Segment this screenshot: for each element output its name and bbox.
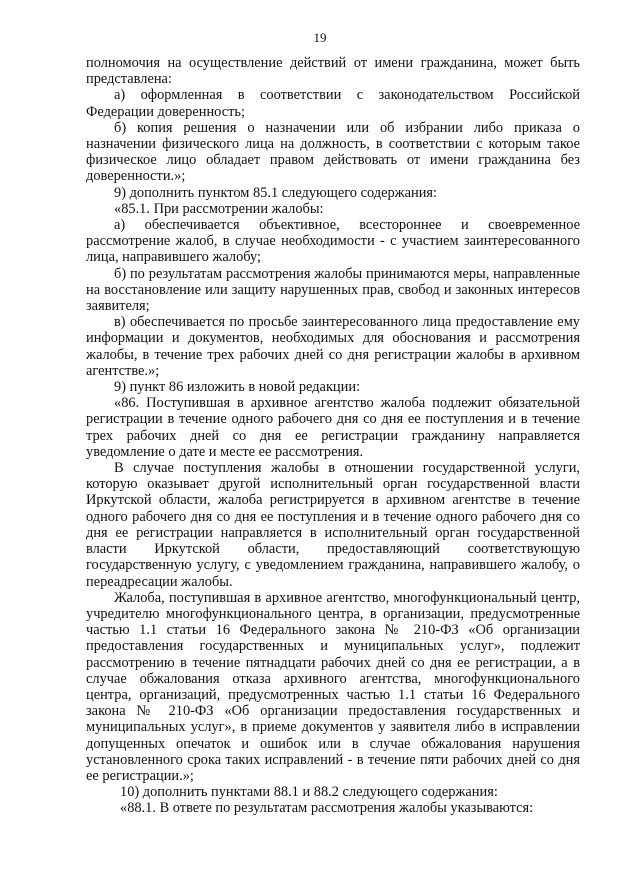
paragraph-86-review-period: Жалоба, поступившая в архивное агентство, многофункциональный центр, учредителю многофункционального центра, в организации, предусмотренные частью 1.1 статьи 16 Федерального закона № 210-ФЗ «Об организации предоставления государственных и муниципальных услуг», подлежит рассмотрению в течение пятнадцати рабочих дней со дня ее регистрации, а в случае обжалования отказа архивного агентства, многофункционального центра, организаций, предусмотренных частью 1.1 статьи 16 Федерального закона № 210-ФЗ «Об организации предоставления государственных и муниципальных услуг», в приеме документов у заявителя либо в исправлении допущенных опечаток и ошибок или в случае обжалования нарушения установленного срока таких исправлений - в течение пяти рабочих дней со дня ее регистрации.»;	[86, 589, 580, 784]
paragraph-85-1-heading: «85.1. При рассмотрении жалобы:	[114, 200, 324, 217]
paragraph-86-registration: «86. Поступившая в архивное агентство жалоба подлежит обязательной регистрации в течение одного рабочего дня со дня ее поступления и в течение трех рабочих дней со дня ее регистрации гражданину направляется уведомление о дате и месте ее рассмотрения.	[86, 395, 580, 460]
paragraph-85-1-item-b: б) по результатам рассмотрения жалобы принимаются меры, направленные на восстановление или защиту нарушенных прав, свобод и законных интересов заявителя;	[86, 265, 580, 315]
paragraph-85-1-item-c: в) обеспечивается по просьбе заинтересованного лица предоставление ему информации и документов, необходимых для обоснования и рассмотрения жалобы, в течение трех рабочих дней со дня регистрации жалобы в архивном агентстве.»;	[86, 314, 580, 379]
paragraph-85-1-item-a: а) обеспечивается объективное, всестороннее и своевременное рассмотрение жалоб, в случае необходимости - с участием заинтересованного лица, направившего жалобу;	[86, 217, 580, 266]
paragraph-88-1-heading: «88.1. В ответе по результатам рассмотрения жалобы указываются:	[120, 800, 534, 817]
paragraph-86-other-authority: В случае поступления жалобы в отношении государственной услуги, которую оказывает другой исполнительный орган государственной власти Иркутской области, жалоба регистрируется в архивном агентстве в течение одного рабочего дня со дня ее поступления и в течение одного рабочего дня со дня ее регистрации направляется в исполнительный орган государственной власти Иркутской области, предоставляющий соответствующую государственную услугу, с уведомлением гражданина, направившего жалобу, о переадресации жалобы.	[86, 460, 580, 590]
paragraph-amendment-9-add-85-1: 9) дополнить пунктом 85.1 следующего содержания:	[114, 184, 438, 201]
document-body	[86, 55, 580, 817]
page-number: 19	[313, 30, 327, 45]
paragraph-amendment-10-add-88: 10) дополнить пунктами 88.1 и 88.2 следующего содержания:	[120, 784, 498, 801]
paragraph-continuation: полномочия на осуществление действий от имени гражданина, может быть представлена:	[86, 55, 580, 88]
paragraph-item-b-decision-copy: б) копия решения о назначении или об избрании либо приказа о назначении физического лица на должность, в соответствии с которым такое физическое лицо обладает правом действовать от имени гражданина без доверенности.»;	[86, 119, 580, 185]
paragraph-item-a-power-of-attorney: а) оформленная в соответствии с законодательством Российской Федерации доверенность;	[86, 87, 580, 120]
paragraph-amendment-9-point-86: 9) пункт 86 изложить в новой редакции:	[114, 379, 361, 396]
